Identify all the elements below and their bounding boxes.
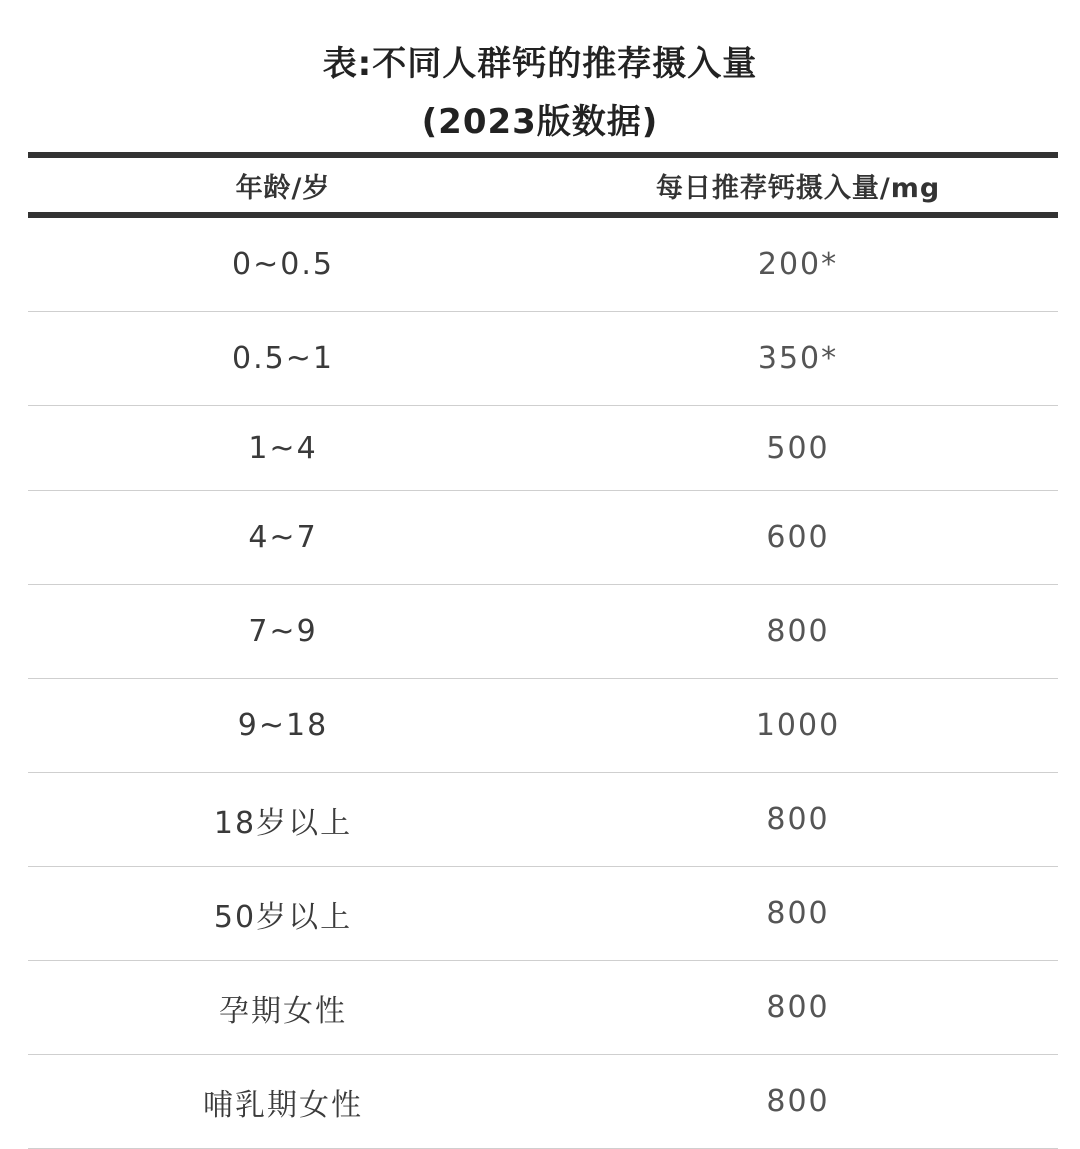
cell-age: 1~4: [248, 430, 318, 466]
cell-intake: 1000: [755, 708, 841, 743]
table-row: [28, 961, 1058, 1055]
table-header-row: [28, 158, 1058, 212]
header-calcium-intake: 每日推荐钙摄入量/mg: [655, 172, 941, 204]
cell-intake: 800: [766, 614, 830, 649]
cell-age: 50岁以上: [213, 899, 353, 935]
cell-intake: 200*: [757, 247, 839, 282]
table-row: [28, 773, 1058, 867]
cell-age: 0~0.5: [232, 247, 334, 282]
cell-intake: 500: [766, 430, 830, 466]
table-row: [28, 867, 1058, 961]
table-subtitle: (2023版数据): [421, 102, 659, 142]
cell-age: 4~7: [248, 520, 318, 555]
cell-age: 7~9: [248, 614, 318, 649]
cell-age: 孕期女性: [219, 993, 347, 1029]
cell-age: 9~18: [237, 708, 329, 743]
cell-intake: 800: [766, 896, 830, 931]
cell-age: 0.5~1: [232, 341, 334, 376]
table-row: [28, 1055, 1058, 1149]
cell-intake: 350*: [757, 341, 839, 376]
cell-intake: 800: [766, 1084, 830, 1119]
table-row: [28, 312, 1058, 406]
calcium-intake-table: [28, 152, 1058, 1149]
table-row: [28, 218, 1058, 312]
cell-intake: 800: [766, 990, 830, 1025]
cell-intake: 600: [766, 520, 830, 555]
table-row: [28, 491, 1058, 585]
cell-age: 哺乳期女性: [203, 1087, 363, 1123]
table-row: [28, 679, 1058, 773]
table-title: 表:不同人群钙的推荐摄入量: [322, 44, 758, 84]
table-row: [28, 406, 1058, 491]
cell-intake: 800: [766, 802, 830, 837]
header-age: 年龄/岁: [235, 172, 331, 204]
table-row: [28, 585, 1058, 679]
cell-age: 18岁以上: [213, 805, 353, 841]
